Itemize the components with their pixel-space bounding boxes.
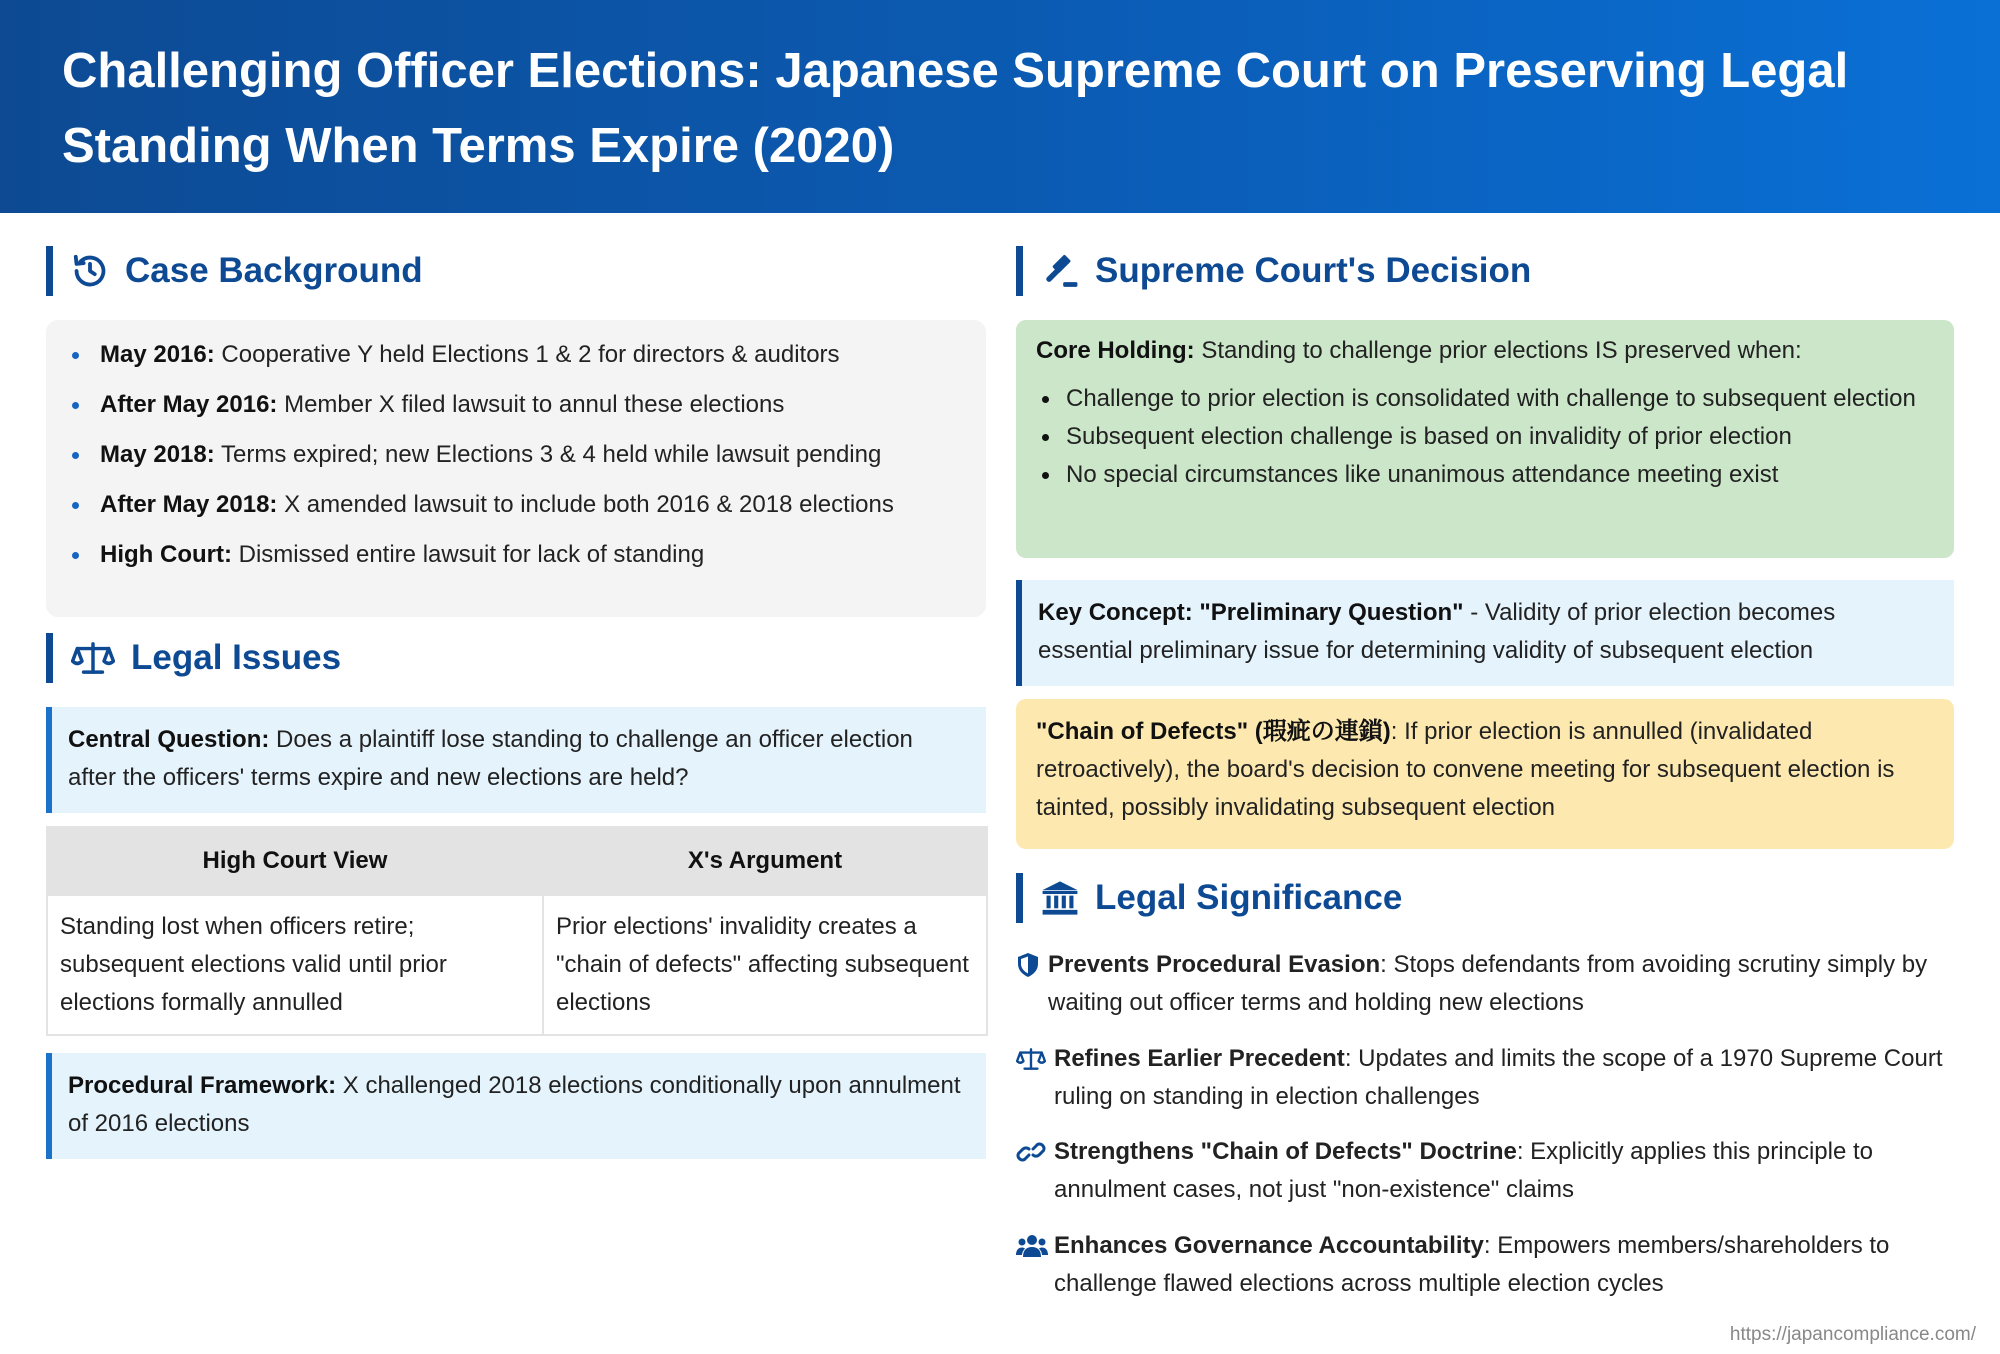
table-header: High Court View [47,827,543,895]
scales-icon [71,640,115,676]
list-item: May 2016: Cooperative Y held Elections 1 & 2 for directors & auditors [68,336,962,374]
list-item: No special circumstances like unanimous attendance meeting exist [1036,456,1934,494]
table-header: X's Argument [543,827,987,895]
legal-significance-heading: Legal Significance [1016,873,1402,923]
decision-heading: Supreme Court's Decision [1016,246,1531,296]
list-item: Challenge to prior election is consolidated with challenge to subsequent election [1036,380,1934,418]
source-url: https://japancompliance.com/ [1729,1324,1976,1345]
page-header [0,0,2000,213]
key-concept-box: Key Concept: "Preliminary Question" - Validity of prior election becomes essential preliminary issue for determining validity of subsequent election [1016,580,1954,686]
comparison-table [46,826,988,1036]
list-item: May 2018: Terms expired; new Elections 3 & 4 held while lawsuit pending [68,436,962,474]
history-icon [71,252,109,290]
bank-icon [1041,879,1079,917]
scales-icon [1016,1047,1046,1071]
legal-issues-heading: Legal Issues [46,633,341,683]
list-item: High Court: Dismissed entire lawsuit for lack of standing [68,536,962,574]
significance-item: Strengthens "Chain of Defects" Doctrine: Explicitly applies this principle to annulment cases, not just "non-existence" claims [1016,1133,1956,1209]
core-holding-text: Core Holding: Standing to challenge prior elections IS preserved when: [1036,337,1802,364]
list-item: After May 2018: X amended lawsuit to include both 2016 & 2018 elections [68,486,962,524]
procedural-framework-box: Procedural Framework: X challenged 2018 elections conditionally upon annulment of 2016 elections [46,1053,986,1159]
table-row [47,895,987,1035]
table-cell: Standing lost when officers retire; subsequent elections valid until prior elections formally annulled [47,895,543,1035]
link-icon [1016,1140,1046,1164]
central-question-box: Central Question: Does a plaintiff lose standing to challenge an officer election after the officers' terms expire and new elections are held? [46,707,986,813]
significance-item: Prevents Procedural Evasion: Stops defendants from avoiding scrutiny simply by waiting out officer terms and holding new elections [1016,946,1956,1022]
chain-of-defects-box: "Chain of Defects" (瑕疵の連鎖): If prior election is annulled (invalidated retroactively), the board's decision to convene meeting for subsequent election is tainted, possibly invalidating subsequent election [1016,699,1954,849]
case-background-box [46,320,986,617]
core-holding-box [1016,320,1954,558]
case-background-list [68,336,962,574]
list-item: Subsequent election challenge is based on invalidity of prior election [1036,418,1934,456]
list-item: After May 2016: Member X filed lawsuit to annul these elections [68,386,962,424]
core-holding-list [1036,380,1934,494]
shield-icon [1016,952,1040,978]
users-icon [1016,1233,1048,1259]
significance-item: Enhances Governance Accountability: Empowers members/shareholders to challenge flawed elections across multiple election cycles [1016,1227,1956,1303]
gavel-icon [1041,252,1079,290]
significance-item: Refines Earlier Precedent: Updates and limits the scope of a 1970 Supreme Court ruling on standing in election challenges [1016,1040,1956,1116]
table-cell: Prior elections' invalidity creates a "chain of defects" affecting subsequent elections [543,895,987,1035]
page-title: Challenging Officer Elections: Japanese Supreme Court on Preserving Legal Standing When Terms Expire (2020) [62,44,1849,173]
table-header-row [47,827,987,895]
case-background-heading: Case Background [46,246,423,296]
